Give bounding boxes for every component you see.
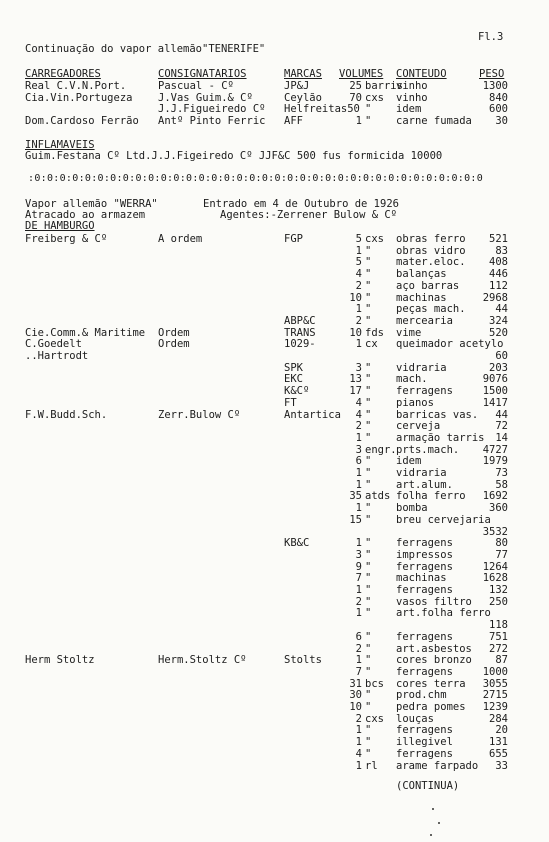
- row-description: ferragens: [396, 584, 453, 596]
- row-quantity: 5: [355, 233, 362, 245]
- row-unit: rl: [365, 759, 378, 772]
- row-weight: 30: [495, 114, 508, 127]
- row-description: ferragens: [396, 537, 453, 550]
- row-unit: ": [365, 114, 372, 127]
- row-quantity: 4: [355, 268, 362, 281]
- row-quantity: 30: [349, 689, 362, 702]
- inflamaveis-line: Guim.Festana Cº Ltd.J.J.Figeiredo Cº JJF&C 500 fus formicida 10000: [25, 150, 443, 162]
- row-weight: 1300: [482, 80, 508, 92]
- row-quantity: 1: [355, 759, 362, 772]
- row-unit: ": [365, 747, 372, 760]
- row-description: cores bronzo: [396, 654, 472, 667]
- row-weight: 118: [489, 619, 508, 632]
- row-quantity: 1: [355, 607, 362, 620]
- row-mark: Helfreitas50: [284, 103, 360, 115]
- row-description: aço barras: [396, 279, 460, 292]
- row-description: folha ferro: [396, 490, 466, 503]
- row-quantity: 70: [349, 91, 362, 104]
- row-unit: ": [365, 537, 372, 550]
- row-mark: 1029-: [284, 338, 316, 351]
- row-description: ferragens: [396, 747, 453, 760]
- row-unit: cxs: [365, 233, 384, 245]
- row-quantity: 2: [355, 642, 362, 655]
- row-quantity: 9: [355, 560, 362, 573]
- row-weight: 840: [489, 91, 508, 104]
- row-mark: EKC: [284, 373, 303, 386]
- row-description: mercearia: [396, 314, 453, 327]
- row-description: idem: [396, 455, 422, 468]
- row-description: prod.chm: [396, 689, 447, 702]
- row-weight: 20: [495, 724, 508, 737]
- row-description: illegivel: [396, 736, 453, 749]
- row-weight: 14: [495, 431, 508, 444]
- row-quantity: 4: [355, 747, 362, 760]
- row-description: vinho: [396, 80, 428, 92]
- row-consignee: Ordem: [158, 326, 190, 339]
- row-unit: cx: [365, 338, 378, 351]
- row-unit: ": [365, 256, 372, 269]
- row-unit: ": [365, 279, 372, 292]
- row-shipper: Dom.Cardoso Ferrão: [25, 114, 139, 127]
- row-quantity: 1: [355, 467, 362, 479]
- row-mark: Ceylão: [284, 91, 322, 104]
- agentes-line: Agentes:-Zerrener Bulow & Cº: [220, 209, 398, 221]
- row-consignee: Herm.Stoltz Cº: [158, 654, 247, 667]
- row-description: peças mach.: [396, 303, 466, 316]
- ink-speck: [438, 822, 440, 824]
- row-mark: ABP&C: [284, 314, 316, 327]
- row-quantity: 4: [355, 396, 362, 409]
- row-unit: ": [365, 560, 372, 573]
- row-unit: ": [365, 548, 372, 561]
- row-mark: JP&J: [284, 80, 310, 92]
- row-shipper: Real C.V.N.Port.: [25, 80, 127, 92]
- row-unit: atds: [365, 490, 391, 503]
- row-description: ferragens: [396, 385, 453, 398]
- row-weight: 250: [489, 595, 508, 608]
- row-quantity: 1: [355, 724, 362, 737]
- row-quantity: 31: [349, 677, 362, 690]
- row-weight: 2968: [482, 291, 508, 304]
- row-weight: 73: [495, 467, 508, 479]
- row-description: arame farpado: [396, 759, 479, 772]
- row-description: machinas: [396, 572, 447, 585]
- row-mark: KB&C: [284, 537, 310, 550]
- row-weight: 9076: [482, 373, 508, 386]
- row-description: vidraria: [396, 361, 447, 374]
- row-weight: 3055: [482, 677, 508, 690]
- row-description: machinas: [396, 291, 447, 304]
- row-weight: 87: [495, 654, 508, 667]
- row-weight: 1000: [482, 665, 508, 678]
- row-unit: ": [365, 502, 372, 515]
- row-mark: FT: [284, 396, 297, 409]
- row-description: queimador acetylo: [396, 338, 504, 351]
- row-mark: K&Cº: [284, 385, 310, 398]
- row-weight: 33: [495, 759, 508, 772]
- row-mark: FGP: [284, 233, 303, 245]
- row-unit: ": [365, 654, 372, 667]
- header-marcas: MARCAS: [284, 68, 322, 80]
- row-unit: ": [365, 291, 372, 304]
- row-quantity: 1: [355, 114, 362, 127]
- inflamaveis-label: INFLAMAVEIS: [25, 139, 95, 151]
- row-unit: fds: [365, 326, 384, 339]
- row-description: art.folha ferro: [396, 607, 491, 620]
- row-quantity: 1: [355, 244, 362, 257]
- row-quantity: 2: [355, 420, 362, 433]
- row-consignee: Pascual - Cº: [158, 80, 234, 92]
- row-description: ferragens: [396, 630, 453, 643]
- vapor-line: Vapor allemão "WERRA": [25, 198, 158, 210]
- row-consignee: Ordem: [158, 338, 190, 351]
- row-unit: ": [365, 431, 372, 444]
- row-quantity: 1: [355, 584, 362, 596]
- row-shipper: Freiberg & Cº: [25, 233, 108, 245]
- row-quantity: 1: [355, 654, 362, 667]
- row-unit: ": [365, 642, 372, 655]
- row-unit: ": [365, 396, 372, 409]
- row-quantity: 10: [349, 701, 362, 713]
- row-quantity: 6: [355, 455, 362, 468]
- row-description: cores terra: [396, 677, 466, 690]
- row-description: impressos: [396, 548, 453, 561]
- row-weight: 1500: [482, 385, 508, 398]
- row-unit: ": [365, 630, 372, 643]
- row-weight: 1692: [482, 490, 508, 503]
- row-unit: ": [365, 595, 372, 608]
- row-description: vinho: [396, 91, 428, 104]
- row-description: barricas vas.: [396, 408, 479, 421]
- row-quantity: 1: [355, 736, 362, 749]
- row-weight: 1264: [482, 560, 508, 573]
- row-shipper: ..Hartrodt: [25, 350, 89, 362]
- row-quantity: 1: [355, 478, 362, 491]
- row-shipper: Cia.Vin.Portugeza: [25, 91, 133, 104]
- row-mark: SPK: [284, 361, 303, 374]
- row-unit: ": [365, 361, 372, 374]
- row-shipper: C.Goedelt: [25, 338, 82, 351]
- row-weight: 83: [495, 244, 508, 257]
- row-weight: 44: [495, 408, 508, 421]
- row-quantity: 3: [355, 443, 362, 456]
- row-weight: 203: [489, 361, 508, 374]
- row-quantity: 10: [349, 291, 362, 304]
- row-weight: 72: [495, 420, 508, 433]
- row-quantity: 6: [355, 630, 362, 643]
- row-consignee: Zerr.Bulow Cº: [158, 408, 241, 421]
- ink-speck: [432, 808, 434, 810]
- row-quantity: 5: [355, 256, 362, 269]
- row-weight: 2715: [482, 689, 508, 702]
- row-description: balanças: [396, 268, 447, 281]
- row-weight: 4727: [482, 443, 508, 456]
- row-unit: ": [365, 314, 372, 327]
- row-unit: ": [365, 420, 372, 433]
- row-quantity: 1: [355, 502, 362, 515]
- row-weight: 3532: [482, 525, 508, 538]
- row-weight: 360: [489, 502, 508, 515]
- row-quantity: 2: [355, 314, 362, 327]
- row-mark: AFF: [284, 114, 303, 127]
- row-unit: bcs: [365, 677, 384, 690]
- row-weight: 655: [489, 747, 508, 760]
- header-carregadores: CARREGADORES: [25, 68, 101, 80]
- row-weight: 520: [489, 326, 508, 339]
- row-description: vime: [396, 326, 422, 339]
- row-unit: ": [365, 244, 372, 257]
- row-quantity: 15: [349, 513, 362, 526]
- row-unit: ": [365, 724, 372, 737]
- row-description: vidraria: [396, 467, 447, 479]
- row-description: carne fumada: [396, 114, 472, 127]
- row-consignee: J.J.Figueiredo Cº: [158, 103, 266, 115]
- row-mark: TRANS: [284, 326, 316, 339]
- row-weight: 1417: [482, 396, 508, 409]
- row-description: obras ferro: [396, 233, 466, 245]
- row-weight: 80: [495, 537, 508, 550]
- row-unit: ": [365, 478, 372, 491]
- row-quantity: 3: [355, 361, 362, 374]
- row-quantity: 25: [349, 80, 362, 92]
- page-number: Fl.3: [478, 31, 504, 43]
- row-quantity: 1: [355, 537, 362, 550]
- row-weight: 521: [489, 233, 508, 245]
- row-quantity: 1: [355, 338, 362, 351]
- row-unit: ": [365, 408, 372, 421]
- row-description: ferragens: [396, 560, 453, 573]
- row-shipper: Cie.Comm.& Maritime: [25, 326, 146, 339]
- row-weight: 1239: [482, 701, 508, 713]
- row-unit: ": [365, 385, 372, 398]
- row-unit: ": [365, 103, 372, 115]
- row-consignee: J.Vas Guim.& Cº: [158, 91, 253, 104]
- section-separator: :0:0:0:0:0:0:0:0:0:0:0:0:0:0:0:0:0:0:0:0:0:0:0:0:0:0:0:0:0:0:0:0:0:0:0:0: [28, 173, 484, 184]
- row-weight: 1628: [482, 572, 508, 585]
- row-description: louças: [396, 712, 434, 725]
- row-mark: Stolts: [284, 654, 322, 667]
- row-weight: 132: [489, 584, 508, 596]
- header-volumes: VOLUMES: [339, 68, 384, 80]
- row-weight: 58: [495, 478, 508, 491]
- row-unit: ": [365, 689, 372, 702]
- row-unit: ": [365, 607, 372, 620]
- row-quantity: 17: [349, 385, 362, 398]
- ink-speck: [430, 834, 432, 836]
- porto-line: DE HAMBURGO: [25, 220, 95, 232]
- row-unit: ": [365, 467, 372, 479]
- row-unit: engr.: [365, 443, 397, 456]
- row-description: idem: [396, 103, 422, 115]
- row-unit: ": [365, 513, 372, 526]
- row-description: mach.: [396, 373, 428, 386]
- row-weight: 1979: [482, 455, 508, 468]
- row-weight: 600: [489, 103, 508, 115]
- continua-label: (CONTINUA): [396, 780, 460, 792]
- page-heading: Continuação do vapor allemão"TENERIFE": [25, 43, 266, 55]
- row-weight: 131: [489, 736, 508, 749]
- row-shipper: Herm Stoltz: [25, 654, 95, 667]
- row-quantity: 7: [355, 665, 362, 678]
- row-unit: ": [365, 268, 372, 281]
- row-unit: barris: [365, 80, 403, 92]
- row-description: art.alum.: [396, 478, 453, 491]
- row-weight: 77: [495, 548, 508, 561]
- row-weight: 324: [489, 314, 508, 327]
- row-unit: ": [365, 665, 372, 678]
- row-description: obras vidro: [396, 244, 466, 257]
- row-weight: 112: [489, 279, 508, 292]
- row-unit: ": [365, 303, 372, 316]
- row-description: cerveja: [396, 420, 441, 433]
- row-quantity: 4: [355, 408, 362, 421]
- row-description: mater.eloc.: [396, 256, 466, 269]
- header-peso: PESO: [479, 68, 505, 80]
- row-weight: 751: [489, 630, 508, 643]
- row-description: pedra pomes: [396, 701, 466, 713]
- row-weight: 44: [495, 303, 508, 316]
- row-weight: 408: [489, 256, 508, 269]
- row-description: pianos: [396, 396, 434, 409]
- row-description: bomba: [396, 502, 428, 515]
- row-consignee: A ordem: [158, 233, 203, 245]
- row-description: ferragens: [396, 724, 453, 737]
- row-consignee: Antº Pinto Ferric: [158, 114, 266, 127]
- row-unit: ": [365, 736, 372, 749]
- row-description: breu cervejaria: [396, 513, 491, 526]
- row-quantity: 10: [349, 326, 362, 339]
- header-consignatarios: CONSIGNATARIOS: [158, 68, 247, 80]
- row-quantity: 2: [355, 279, 362, 292]
- row-shipper: F.W.Budd.Sch.: [25, 408, 108, 421]
- atracado-line: Atracado ao armazem: [25, 209, 146, 221]
- entrada-line: Entrado em 4 de Outubro de 1926: [203, 198, 399, 210]
- row-quantity: 1: [355, 303, 362, 316]
- row-weight: 60: [495, 350, 508, 362]
- row-quantity: 35: [349, 490, 362, 503]
- row-description: art.asbestos: [396, 642, 472, 655]
- row-weight: 272: [489, 642, 508, 655]
- row-description: prts.mach.: [396, 443, 460, 456]
- row-mark: Antartica: [284, 408, 341, 421]
- row-quantity: 1: [355, 431, 362, 444]
- row-unit: cxs: [365, 91, 384, 104]
- row-unit: ": [365, 584, 372, 596]
- row-quantity: 2: [355, 712, 362, 725]
- row-description: vasos filtro: [396, 595, 472, 608]
- row-description: ferragens: [396, 665, 453, 678]
- row-quantity: 7: [355, 572, 362, 585]
- header-conteudo: CONTEUDO: [396, 68, 447, 80]
- row-unit: ": [365, 572, 372, 585]
- row-weight: 284: [489, 712, 508, 725]
- row-unit: ": [365, 455, 372, 468]
- row-weight: 446: [489, 268, 508, 281]
- row-unit: ": [365, 373, 372, 386]
- row-description: armação tarris: [396, 431, 485, 444]
- row-quantity: 3: [355, 548, 362, 561]
- row-unit: cxs: [365, 712, 384, 725]
- row-unit: ": [365, 701, 372, 713]
- row-quantity: 13: [349, 373, 362, 386]
- row-quantity: 2: [355, 595, 362, 608]
